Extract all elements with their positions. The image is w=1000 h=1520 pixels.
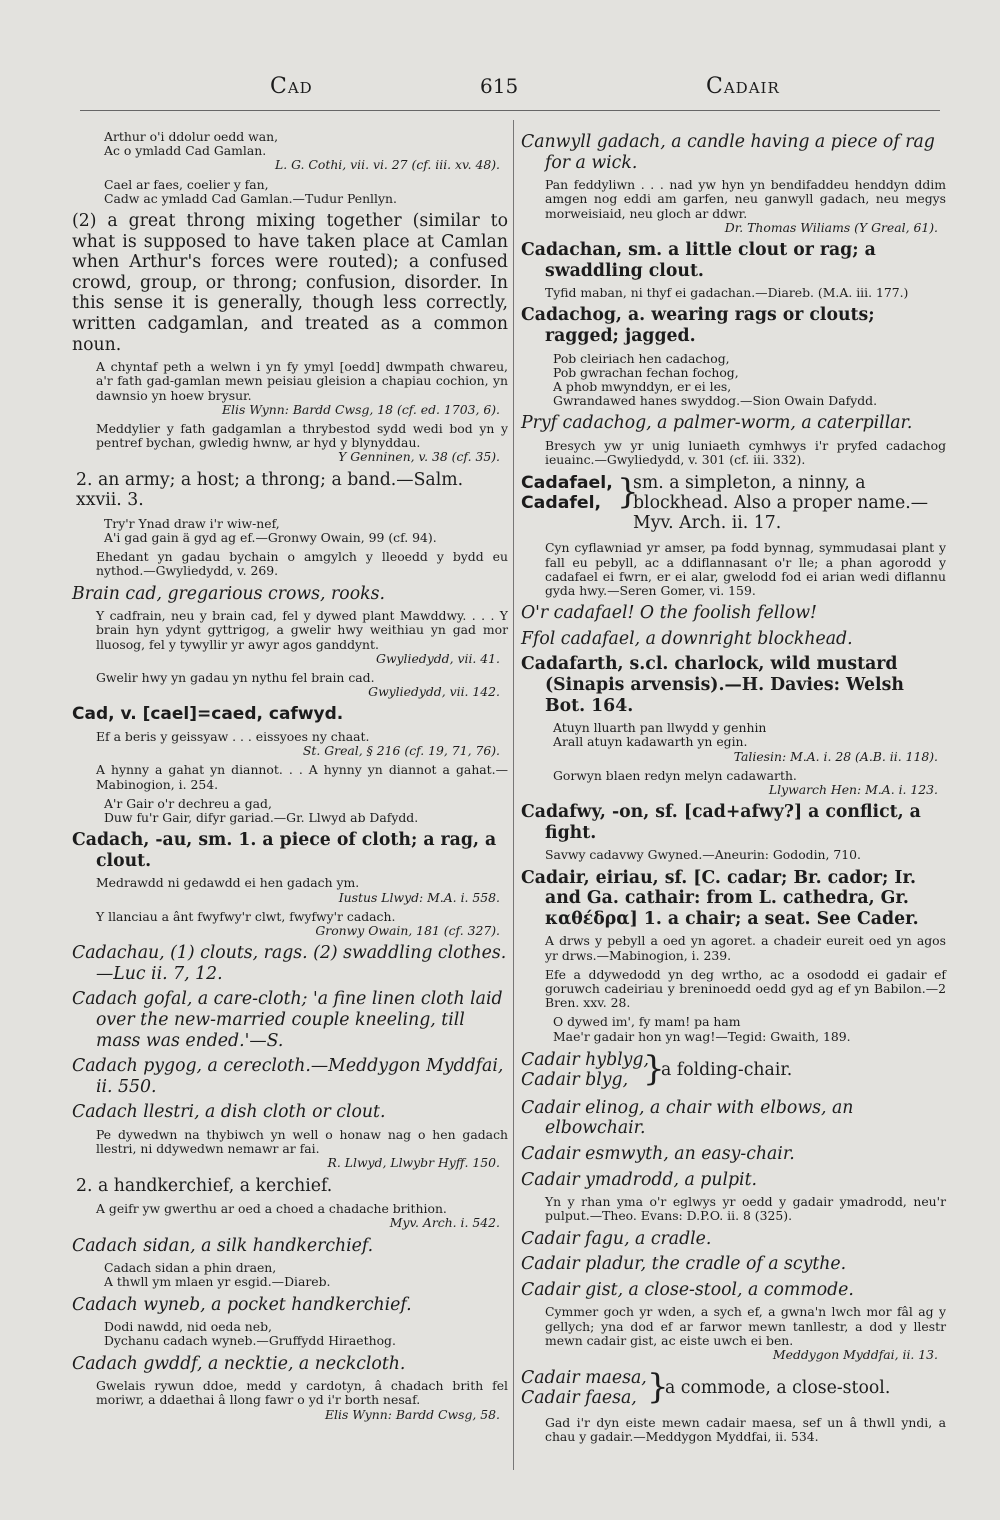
quotation-source: Gwyliedydd, vii. 41. bbox=[376, 650, 500, 666]
quotation-source: Elis Wynn: Bardd Cwsg, 18 (cf. ed. 1703, 6). bbox=[222, 401, 500, 417]
quotation-line: Dychanu cadach wyneb.—Gruffydd Hiraethog. bbox=[104, 1333, 396, 1349]
quotation-line: Pob cleiriach hen cadachog, bbox=[553, 350, 730, 366]
quotation-source: Y Genninen, v. 38 (cf. 35). bbox=[338, 449, 500, 465]
quotation-source: St. Greal, § 216 (cf. 19, 71, 76). bbox=[302, 743, 500, 759]
quotation-text: Medrawdd ni gedawdd ei hen gadach ym. bbox=[96, 875, 360, 891]
headword-variant: Cadafael, bbox=[521, 473, 613, 494]
definition: (2) a great throng mixing together (similar to what is supposed to have taken place at Camlan when Arthur's forces were routed); a confused crowd, group, or throng; confusion, disorder. In this sense it is generally, though less correctly, written cadgamlan, and treated as a common noun. bbox=[72, 211, 508, 355]
quotation bbox=[553, 769, 946, 797]
quotation-line: Cadw ac ymladd Cad Gamlan.—Tudur Penllyn. bbox=[104, 190, 397, 206]
quotation-text: Pe dywedwn na thybiwch yn well o honaw nag o hen gadach llestri, ni ddywedwn nemawr ar fai. bbox=[96, 1126, 508, 1157]
headword-variant: Cadair faesa, bbox=[521, 1388, 637, 1409]
quotation-text: Meddylier y fath gadgamlan a thrybestod sydd wedi bod yn y pentref bychan, gwledig hwnw, ar hyd y blynyddau. bbox=[96, 420, 508, 451]
sub-entry: Cadach pygog, a cerecloth.—Meddygon Myddfai, ii. 550. bbox=[72, 1056, 504, 1097]
quotation bbox=[545, 178, 946, 235]
quotation bbox=[104, 130, 508, 173]
paired-headword bbox=[521, 1050, 946, 1092]
quotation-source: Gwyliedydd, vii. 142. bbox=[368, 684, 500, 700]
quotation: A hynny a gahat yn diannot. . . A hynny yn diannot a gahat.—Mabinogion, i. 254. bbox=[96, 762, 508, 792]
quotation bbox=[96, 360, 508, 417]
header-rule bbox=[80, 110, 940, 111]
quotation-text: Ef a beris y geissyaw . . . eissyoes ny chaat. bbox=[96, 729, 370, 744]
sub-entry: Cadair esmwyth, an easy-chair. bbox=[521, 1143, 795, 1164]
quotation bbox=[96, 730, 508, 758]
quotation-text: Y cadfrain, neu y brain cad, fel y dywed plant Mawddwy. . . . Y brain hyn ydynt gyttrigog, a gwelir hwy weithiau yn gad mor lluosog, fel y tywyllir yr awyr agos ganddynt. bbox=[96, 608, 508, 652]
quotation: Efe a ddywedodd yn deg wrtho, ac a osododd ei gadair ef goruwch cadeiriau y breninoedd oedd gyd ag ef yn Babilon.—2 Bren. xxv. 28. bbox=[545, 966, 946, 1011]
quotation-text: Cymmer goch yr wden, a sych ef, a gwna'n lwch mor fâl ag y gellych; yna dod ef ar farwor mewn tanllestr, a dod y llestr mewn cadair gist, ac eiste uwch ei ben. bbox=[545, 1304, 946, 1348]
quotation bbox=[96, 1379, 508, 1422]
quotation bbox=[104, 1261, 508, 1289]
sub-entry: Cadair gist, a close-stool, a commode. bbox=[521, 1279, 854, 1300]
quotation-source: R. Llwyd, Llwybr Hyff. 150. bbox=[327, 1155, 500, 1171]
quotation bbox=[96, 422, 508, 465]
definition: a folding-chair. bbox=[661, 1059, 793, 1080]
quotation: Yn y rhan yma o'r eglwys yr oedd y gadair ymadrodd, neu'r pulput.—Theo. Evans: D.P.O. ii. 8 (325). bbox=[545, 1194, 946, 1224]
header-left-word: Cad bbox=[270, 74, 313, 99]
quotation-line: Ac o ymladd Cad Gamlan. bbox=[104, 143, 267, 159]
headword-variant: Cadair maesa, bbox=[521, 1368, 647, 1389]
left-column bbox=[72, 128, 508, 1427]
entry-headword: Cadachog, a. wearing rags or clouts; ragged; jagged. bbox=[521, 305, 875, 346]
headword-variant: Cadair blyg, bbox=[521, 1069, 629, 1090]
quotation-source: Myv. Arch. i. 542. bbox=[389, 1215, 500, 1231]
quotation bbox=[553, 352, 946, 409]
quotation-text: Pan feddyliwn . . . nad yw hyn yn bendifaddeu henddyn ddim amgen nog eddi am garfen, neu ganwyll gadach, neu megys morweisiaid, neu gloch ar ddwr. bbox=[545, 177, 946, 221]
right-column bbox=[521, 128, 946, 1450]
headword-variant: Cadafel, bbox=[521, 493, 602, 514]
quotation: Bresych yw yr unig luniaeth cymhwys i'r pryfed cadachog ieuainc.—Gwyliedydd, v. 301 (cf. iii. 332). bbox=[545, 437, 946, 468]
quotation bbox=[104, 178, 508, 206]
entry-headword: Cadachan, sm. a little clout or rag; a swaddling clout. bbox=[521, 240, 876, 281]
quotation: Ehedant yn gadau bychain o amgylch y lleoedd y bydd eu nythod.—Gwyliedydd, v. 269. bbox=[96, 549, 508, 579]
quotation: Cyn cyflawniad yr amser, pa fodd bynnag, symmudasai plant y fall eu pebyll, ac a ddiflannasant o'r lle; a phan agorodd y cadafael ei fwrn, er ei alar, gwelodd fod ei arian wedi diflannu gyda hwy.—Seren Gomer, vi. 159. bbox=[545, 540, 946, 598]
quotation-source: Dr. Thomas Wiliams (Y Greal, 61). bbox=[724, 219, 938, 235]
quotation: Tyfid maban, ni thyf ei gadachan.—Diareb. (M.A. iii. 177.) bbox=[545, 285, 909, 301]
quotation-line: Pob gwrachan fechan fochog, bbox=[553, 364, 739, 380]
sub-entry: Cadach gwddf, a necktie, a neckcloth. bbox=[72, 1353, 406, 1374]
sub-entry: Cadach gofal, a care-cloth; 'a fine linen cloth laid over the new-married couple kneeling, till mass was ended.'—S. bbox=[72, 989, 503, 1051]
sub-entry: Canwyll gadach, a candle having a piece of rag for a wick. bbox=[521, 132, 935, 173]
sub-entry: Ffol cadafael, a downright blockhead. bbox=[521, 628, 853, 649]
entry-headword: Cadafwy, -on, sf. [cad+afwy?] a conflict, a fight. bbox=[521, 802, 921, 843]
quotation-line: Cael ar faes, coelier y fan, bbox=[104, 176, 269, 192]
entry-headword: Cadach, -au, sm. 1. a piece of cloth; a rag, a clout. bbox=[72, 830, 497, 871]
quotation bbox=[104, 797, 508, 825]
quotation bbox=[545, 1305, 946, 1362]
definition: sm. a simpleton, a ninny, a blockhead. Also a proper name.—Myv. Arch. ii. 17. bbox=[633, 473, 929, 534]
entry-headword: Cadafarth, s.cl. charlock, wild mustard (Sinapis arvensis).—H. Davies: Welsh Bot. 164. bbox=[521, 654, 904, 716]
header-right-word: Cadair bbox=[706, 74, 780, 99]
sub-entry: Cadair pladur, the cradle of a scythe. bbox=[521, 1254, 847, 1275]
quotation-line: A'i gad gain ä gyd ag ef.—Gronwy Owain, 99 (cf. 94). bbox=[104, 529, 437, 545]
quotation-source: Llywarch Hen: M.A. i. 123. bbox=[768, 781, 938, 797]
sub-entry: Cadach sidan, a silk handkerchief. bbox=[72, 1235, 374, 1256]
quotation-line: Arall atuyn kadawarth yn egin. bbox=[553, 734, 748, 750]
page-number: 615 bbox=[480, 74, 519, 98]
quotation-line: A'r Gair o'r dechreu a gad, bbox=[104, 795, 272, 811]
definition: a commode, a close-stool. bbox=[665, 1378, 891, 1399]
sub-entry: Cadair elinog, a chair with elbows, an elbowchair. bbox=[521, 1097, 854, 1139]
quotation-line: Dodi nawdd, nid oeda neb, bbox=[104, 1319, 272, 1335]
quotation bbox=[553, 721, 946, 764]
quotation bbox=[96, 609, 508, 666]
quotation-line: Gwrandawed hanes swyddog.—Sion Owain Dafydd. bbox=[553, 393, 878, 409]
quotation bbox=[96, 1202, 508, 1230]
sub-entry: Pryf cadachog, a palmer-worm, a caterpillar. bbox=[521, 413, 913, 434]
quotation bbox=[553, 1015, 946, 1043]
quotation: A drws y pebyll a oed yn agoret. a chadeir eureit oed yn agos yr drws.—Mabinogion, i. 239. bbox=[545, 933, 946, 963]
quotation bbox=[96, 671, 508, 699]
quotation-source: Elis Wynn: Bardd Cwsg, 58. bbox=[325, 1406, 500, 1422]
sub-entry: Cadachau, (1) clouts, rags. (2) swaddling clothes.—Luc ii. 7, 12. bbox=[72, 943, 507, 984]
quotation-text: Gwelais rywun ddoe, medd y cardotyn, â chadach brith fel moriwr, a ddaethai â llong fawr o yd i'r borth nesaf. bbox=[96, 1378, 508, 1408]
quotation-line: Try'r Ynad draw i'r wiw-nef, bbox=[104, 515, 280, 531]
quotation-source: Gronwy Owain, 181 (cf. 327). bbox=[315, 923, 500, 939]
quotation-source: Meddygon Myddfai, ii. 13. bbox=[772, 1346, 938, 1362]
entry-headword: Cad, v. [cael]=caed, cafwyd. bbox=[72, 704, 344, 725]
paired-headword bbox=[521, 1368, 946, 1410]
paired-headword bbox=[521, 473, 946, 535]
quotation: Savwy cadavwy Gwyned.—Aneurin: Gododin, 710. bbox=[545, 847, 861, 863]
quotation-line: Arthur o'i ddolur oedd wan, bbox=[104, 129, 279, 144]
quotation-source: L. G. Cothi, vii. vi. 27 (cf. iii. xv. 48). bbox=[274, 157, 500, 173]
sub-entry: Cadach wyneb, a pocket handkerchief. bbox=[72, 1294, 412, 1315]
brace-glyph: } bbox=[647, 1367, 669, 1408]
quotation bbox=[104, 1320, 508, 1348]
quotation-line: Mae'r gadair hon yn wag!—Tegid: Gwaith, 189. bbox=[553, 1028, 851, 1044]
quotation bbox=[104, 517, 508, 545]
quotation-source: Iustus Llwyd: M.A. i. 558. bbox=[338, 889, 500, 905]
quotation-text: Gwelir hwy yn gadau yn nythu fel brain cad. bbox=[96, 670, 375, 685]
entry-headword: Cadair, eiriau, sf. [C. cadar; Br. cador; Ir. and Ga. cathair: from L. cathedra, Gr. καθέδρα] 1. a chair; a seat. See Cader. bbox=[521, 867, 919, 929]
brace-glyph: } bbox=[643, 1048, 665, 1089]
quotation-line: Cadach sidan a phin draen, bbox=[104, 1260, 277, 1276]
column-divider bbox=[513, 120, 514, 1470]
quotation-line: Duw fu'r Gair, difyr gariad.—Gr. Llwyd ab Dafydd. bbox=[104, 810, 419, 826]
quotation bbox=[96, 1128, 508, 1171]
quotation-line: Atuyn lluarth pan llwydd y genhin bbox=[553, 720, 767, 736]
sub-entry: O'r cadafael! O the foolish fellow! bbox=[521, 603, 817, 624]
headword-variant: Cadair hyblyg, bbox=[521, 1049, 649, 1070]
quotation bbox=[96, 876, 508, 904]
sub-entry: Brain cad, gregarious crows, rooks. bbox=[72, 583, 385, 604]
quotation bbox=[96, 910, 508, 938]
brace-glyph: } bbox=[617, 472, 639, 513]
quotation-text: A geifr yw gwerthu ar oed a choed a chadache brithion. bbox=[96, 1201, 447, 1217]
definition: 2. an army; a host; a throng; a band.—Salm. xxvii. 3. bbox=[76, 469, 464, 511]
quotation-source: Taliesin: M.A. i. 28 (A.B. ii. 118). bbox=[733, 748, 938, 764]
sub-entry: Cadair fagu, a cradle. bbox=[521, 1228, 712, 1249]
quotation-line: O dywed im', fy mam! pa ham bbox=[553, 1014, 741, 1030]
sub-entry: Cadach llestri, a dish cloth or clout. bbox=[72, 1102, 386, 1123]
definition: 2. a handkerchief, a kerchief. bbox=[76, 1175, 333, 1196]
quotation-text: Y llanciau a ânt fwyfwy'r clwt, fwyfwy'r cadach. bbox=[96, 908, 396, 924]
quotation-line: A thwll ym mlaen yr esgid.—Diareb. bbox=[104, 1274, 331, 1290]
sub-entry: Cadair ymadrodd, a pulpit. bbox=[521, 1169, 758, 1190]
quotation-line: Gorwyn blaen redyn melyn cadawarth. bbox=[553, 767, 797, 783]
quotation-line: A phob mwynddyn, er ei les, bbox=[553, 378, 732, 394]
running-header bbox=[0, 74, 1000, 104]
quotation: Gad i'r dyn eiste mewn cadair maesa, sef un â thwll yndi, a chau y gadair.—Meddygon Myddfai, ii. 534. bbox=[545, 1415, 946, 1445]
quotation-text: A chyntaf peth a welwn i yn fy ymyl [oedd] dwmpath chwareu, a'r fath gad-gamlan mewn peisiau gleision a chapiau cochion, yn dawnsio yn hoew brysur. bbox=[96, 359, 508, 403]
